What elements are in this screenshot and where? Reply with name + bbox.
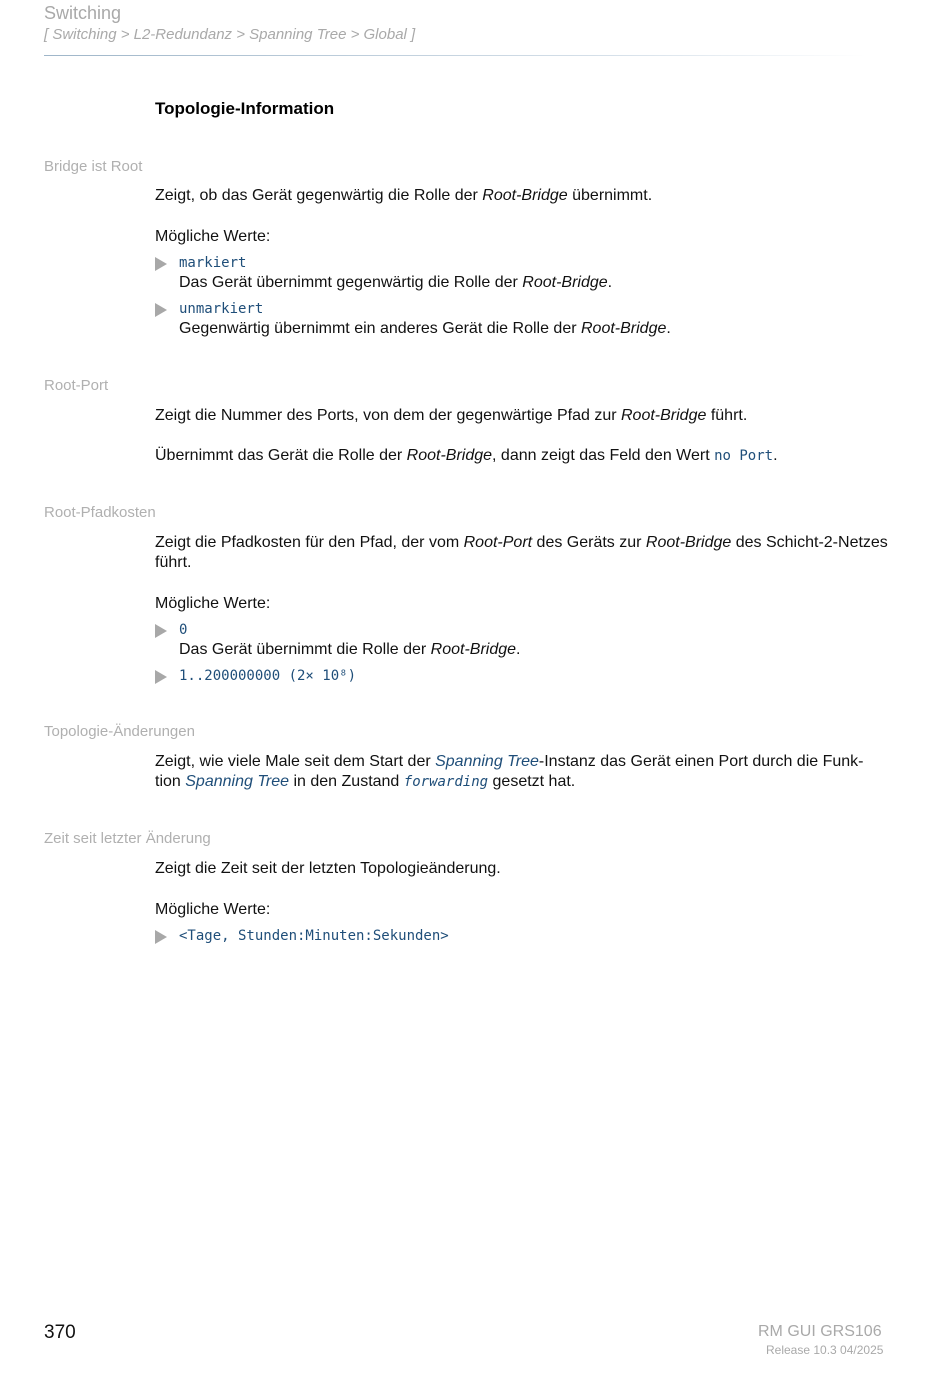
param-label-zeit-seit-letzter-aenderung: Zeit seit letzter Änderung [44,830,211,847]
param-label-topologie-aenderungen: Topologie-Änderungen [44,723,195,740]
param-desc-root-pfadkosten: Zeigt die Pfadkosten für den Pfad, der vom Root-Port des Geräts zur Root-Bridge des Schicht-2-Netzes führt. [155,534,888,571]
value-item [155,926,895,946]
param-note-root-port: Übernimmt das Gerät die Rolle der Root-Bridge, dann zeigt das Feld den Wert no Port. [155,447,778,464]
bullet-triangle-icon [155,670,167,684]
bullet-triangle-icon [155,257,167,271]
bullet-triangle-icon [155,624,167,638]
value-code: 0 [179,622,188,638]
bullet-triangle-icon [155,930,167,944]
spanning-tree-link[interactable]: Spanning Tree [185,773,290,790]
value-item: 0 Das Gerät übernimmt die Rolle der Root-Bridge. [155,620,895,660]
param-desc-zeit-seit-letzter-aenderung: Zeigt die Zeit seit der letzten Topologieänderung. [155,860,501,877]
param-desc-topologie-aenderungen: Zeigt, wie viele Male seit dem Start der Spanning Tree-Instanz das Gerät einen Port durch die Funk- tion Spanning Tree in den Zustand forwarding gesetzt hat. [155,753,864,790]
param-desc-bridge-ist-root: Zeigt, ob das Gerät gegenwärtig die Rolle der Root-Bridge übernimmt. [155,187,653,204]
values-label: Mögliche Werte: [155,901,271,918]
value-code: markiert [179,255,247,271]
running-header-title: Switching [44,3,122,23]
value-item: unmarkiert Gegenwärtig übernimmt ein anderes Gerät die Rolle der Root-Bridge. [155,299,895,339]
param-label-root-pfadkosten: Root-Pfadkosten [44,504,156,521]
value-item: markiert Das Gerät übernimmt gegenwärtig die Rolle der Root-Bridge. [155,253,895,293]
param-desc-root-port: Zeigt die Nummer des Ports, von dem der gegenwärtige Pfad zur Root-Bridge führt. [155,407,748,424]
spanning-tree-link[interactable]: Spanning Tree [435,753,539,770]
value-item [155,666,895,686]
param-label-bridge-ist-root: Bridge ist Root [44,158,143,175]
value-code: <Tage, Stunden:Minuten:Sekunden> [179,928,449,944]
values-label: Mögliche Werte: [155,595,271,612]
running-header-breadcrumb: [ Switching > L2-Redundanz > Spanning Tree > Global ] [44,26,416,43]
value-code: 1..200000000 (2× 10⁸) [179,668,357,684]
value-code: forwarding [403,774,489,790]
bullet-triangle-icon [155,303,167,317]
footer-document-name: RM GUI GRS106 [758,1323,882,1340]
section-title: Topologie-Information [155,99,335,118]
footer-release: Release 10.3 04/2025 [766,1343,884,1357]
value-code: unmarkiert [179,301,264,317]
header-divider [44,55,866,56]
value-code: no Port [714,448,774,464]
values-label: Mögliche Werte: [155,228,271,245]
page-number: 370 [44,1322,76,1343]
param-label-root-port: Root-Port [44,377,109,394]
